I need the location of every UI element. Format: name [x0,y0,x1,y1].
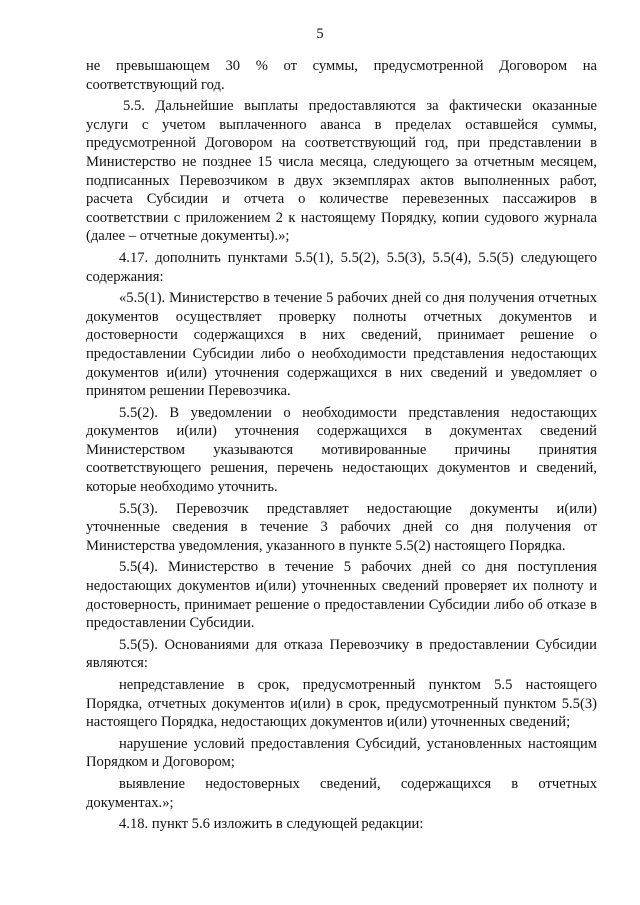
paragraph-5-5: 5.5. Дальнейшие выплаты предоставляются за фактически оказанные услуги с учетом выплаченного аванса в пределах оставшейся суммы, предусмотренной Договором на соответствующий год, при представлении в Министерство не позднее 15 числа месяца, следующего за отчетным месяцем, подписанных Перевозчиком в двух экземплярах актов выполненных работ, расчета Субсидии и отчета о количестве перевезенных пассажиров в соответствии с приложением 2 к настоящему Порядку, копии судового журнала (далее – отчетные документы).»; [86,98,597,245]
paragraph-4-18: 4.18. пункт 5.6 изложить в следующей редакции: [119,816,424,833]
list-item-violation: нарушение условий предоставления Субсидий, установленных настоящим Порядком и Договором; [86,735,597,771]
paragraph-5-5-1: «5.5(1). Министерство в течение 5 рабочих дней со дня получения отчетных документов осуществляет проверку полноты отчетных документов и достоверности содержащихся в них сведений, принимает решение о предоставлении Субсидии либо о необходимости представления недостающих документов и(или) уточнения содержащихся в них сведений и уведомляет о принятом решении Перевозчика. [86,290,597,400]
paragraph-5-5-5: 5.5(5). Основаниями для отказа Перевозчику в предоставлении Субсидии являются: [86,636,597,672]
paragraph-continuation: не превышающем 30 % от суммы, предусмотренной Договором на соответствующий год. [86,58,597,93]
paragraph-4-17: 4.17. дополнить пунктами 5.5(1), 5.5(2), 5.5(3), 5.5(4), 5.5(5) следующего содержания: [86,249,597,285]
paragraph-5-5-4: 5.5(4). Министерство в течение 5 рабочих дней со дня поступления недостающих документов и(или) уточненных сведений проверяет их полноту и достоверность, принимает решение о предоставлении Субсидии либо об отказе в предоставлении Субсидии. [86,559,597,632]
document-body [86,57,597,837]
paragraph-5-5-2: 5.5(2). В уведомлении о необходимости представления недостающих документов и(или) уточнения содержащихся в документах сведений Министерством указываются мотивированные причины принятия соответствующего решения, перечень недостающих документов и сведений, которые необходимо уточнить. [86,404,597,496]
paragraph-5-5-3: 5.5(3). Перевозчик представляет недостающие документы и(или) уточненные сведения в течение 3 рабочих дней со дня получения от Министерства уведомления, указанного в пункте 5.5(2) настоящего Порядка. [86,500,597,554]
list-item-nonsubmission: непредставление в срок, предусмотренный пунктом 5.5 настоящего Порядка, отчетных документов и(или) в срок, предусмотренный пунктом 5.5(3) настоящего Порядка, недостающих документов и(или) уточненных сведений; [86,677,597,731]
list-item-false-info: выявление недостоверных сведений, содержащихся в отчетных документах.»; [86,775,597,811]
page-number: 5 [316,26,324,42]
